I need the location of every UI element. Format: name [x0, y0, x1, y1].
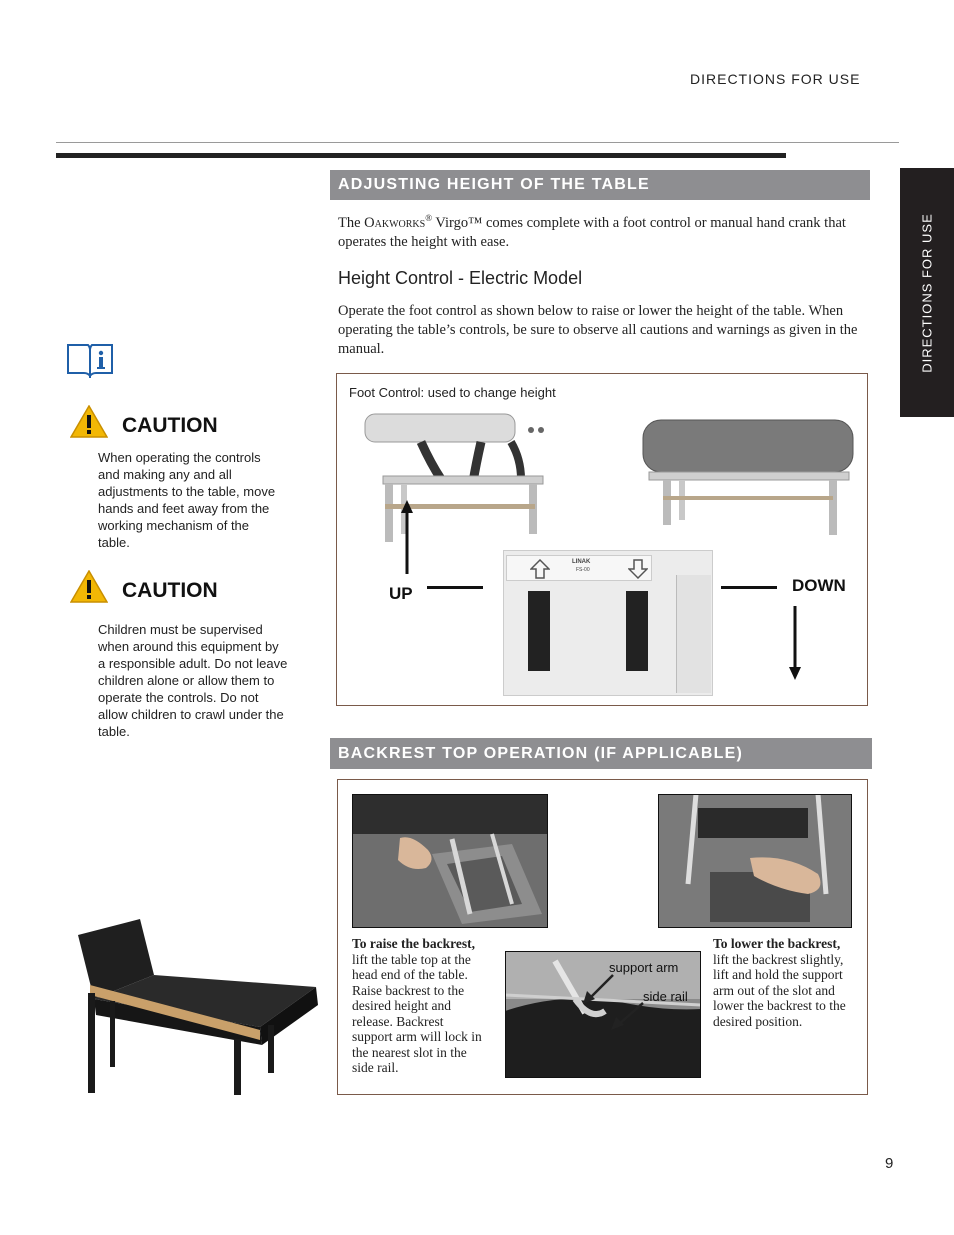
- section-title-height: ADJUSTING HEIGHT OF THE TABLE: [330, 170, 870, 200]
- lowered-table-image: [639, 412, 859, 542]
- warning-triangle-icon: [70, 405, 108, 438]
- pedal-up-button: [528, 591, 550, 671]
- caution-text-1: When operating the controls and making any and all adjustments to the table, move hands and feet away from the working mechanism of the table.: [98, 450, 276, 550]
- header-thick-rule: [56, 153, 786, 158]
- pedal-model: FS-00: [576, 567, 590, 573]
- raise-caption-title: To raise the backrest,: [352, 936, 475, 951]
- pedal-down-symbol-icon: [628, 559, 648, 579]
- figure-caption: Foot Control: used to change height: [349, 385, 556, 400]
- down-label: DOWN: [792, 576, 846, 595]
- operate-paragraph: Operate the foot control as shown below to raise or lower the height of the table. When operating the table’s controls, be sure to observe all cautions and warnings as given in the manual.: [338, 303, 858, 357]
- foot-control-figure: [336, 373, 868, 706]
- raise-caption: [352, 936, 482, 1076]
- caution-text-2: Children must be supervised when around this equipment by a responsible adult. Do not leave children alone or allow them to operate the controls. Do not allow children to crawl under the table.: [98, 622, 288, 739]
- backrest-table-image: [70, 915, 322, 1101]
- warning-triangle-icon: [70, 570, 108, 603]
- up-label: UP: [389, 584, 413, 603]
- caution-title-1: CAUTION: [122, 414, 218, 437]
- up-connector-line: [427, 586, 483, 589]
- lower-caption-text: lift the backrest slightly, lift and hold the support arm out of the slot and lower the backrest to the desired position.: [713, 951, 846, 1029]
- intro-rest: Virgo™ comes complete with a foot control or manual hand crank that operates the height with ease.: [338, 214, 846, 250]
- backrest-figure: [337, 779, 868, 1095]
- side-rail-label: side rail: [643, 989, 688, 1004]
- intro-paragraph: [338, 209, 863, 252]
- read-manual-icon: [66, 342, 114, 378]
- lower-caption: [713, 936, 859, 1029]
- support-arm-label: support arm: [609, 960, 679, 975]
- foot-pedal-image: [503, 550, 713, 696]
- raised-table-image: [361, 404, 561, 544]
- intro-reg: ®: [425, 213, 433, 223]
- pedal-down-button: [626, 591, 648, 671]
- lower-caption-title: To lower the backrest,: [713, 936, 841, 951]
- section-title-backrest: BACKREST TOP OPERATION (IF APPLICABLE): [330, 738, 872, 769]
- down-arrow-icon: [787, 606, 803, 680]
- side-tab-label: DIRECTIONS FOR USE: [919, 212, 935, 373]
- intro-brand: Oakworks: [364, 214, 426, 231]
- pedal-up-symbol-icon: [530, 559, 550, 579]
- support-arm-photo: [505, 951, 701, 1078]
- page-number: 9: [885, 1155, 894, 1172]
- pedal-brand: LINAK: [572, 559, 591, 565]
- side-tab: [900, 168, 954, 417]
- intro-the: The: [338, 214, 365, 231]
- up-arrow-icon: [399, 500, 415, 576]
- side-rail-pointer-icon: [609, 1001, 645, 1031]
- running-head: DIRECTIONS FOR USE: [690, 71, 861, 87]
- lower-backrest-photo: [658, 794, 852, 928]
- down-connector-line: [721, 586, 777, 589]
- raise-caption-text: lift the table top at the head end of the table. Raise backrest to the desired height and release. Backrest support arm will lock in the nearest slot in the side rail.: [352, 951, 482, 1075]
- pedal-side-panel: [676, 575, 711, 693]
- raise-backrest-photo: [352, 794, 548, 928]
- caution-title-2: CAUTION: [122, 579, 218, 602]
- subheading-electric: Height Control - Electric Model: [338, 268, 583, 288]
- header-thin-rule: [56, 142, 899, 143]
